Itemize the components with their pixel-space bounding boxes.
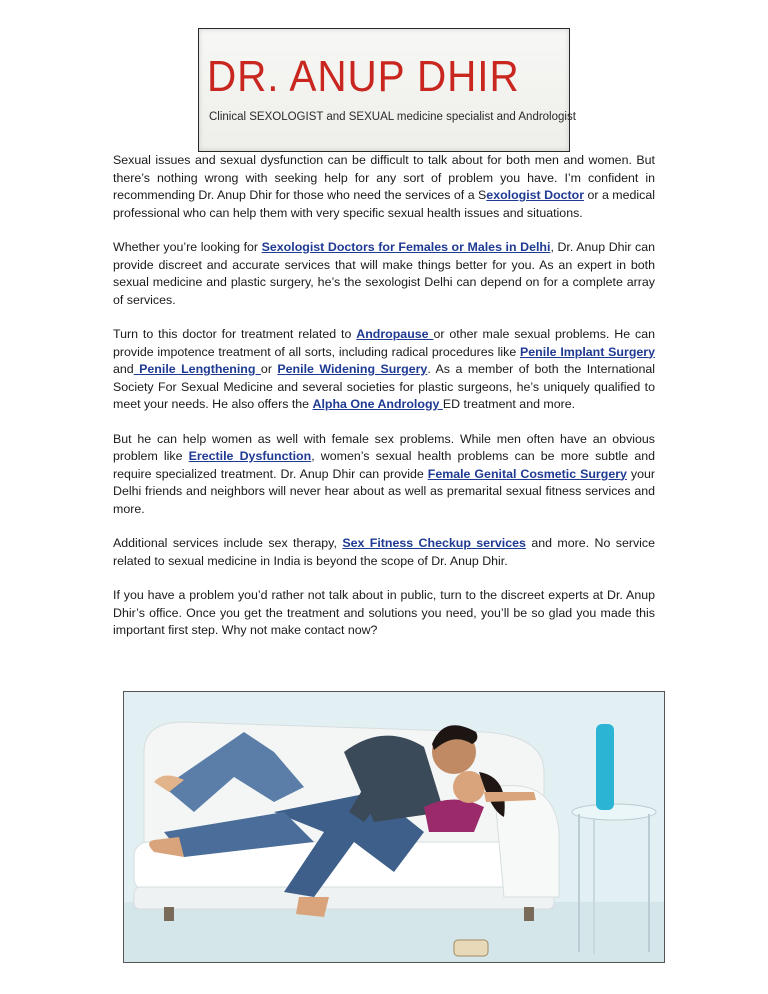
paragraph-text: your Delhi friends and neighbors will never hear about as well as premarital sexual fitness services and more. <box>113 466 655 516</box>
paragraph-text: and more. No service related to sexual medicine in India is beyond the scope of Dr. Anup Dhir. <box>113 536 655 568</box>
couple-photo <box>123 691 665 963</box>
paragraph-text: , women’s sexual health problems can be more subtle and require specialized treatment. Dr. Anup Dhir can provide <box>113 449 655 481</box>
paragraph-text: ED treatment and more. <box>442 397 576 411</box>
paragraph-text: Additional services include sex therapy, <box>113 536 343 550</box>
paragraph-text: But he can help women as well with female sex problems. While men often have an obvious problem like <box>113 431 655 463</box>
link-penile-implant-surgery[interactable]: Penile Implant Surgery <box>520 344 655 359</box>
link-alpha-one-andrology[interactable]: Alpha One Andrology <box>312 397 443 411</box>
paragraph-2 <box>113 239 655 309</box>
paragraph-text: or other male sexual problems. He can provide impotence treatment of all sorts, including radical procedures like <box>113 327 655 359</box>
paragraph-6 <box>113 587 655 640</box>
link-sexologist-doctors-delhi[interactable]: Sexologist Doctors for Females or Males in Delhi <box>261 240 551 254</box>
link-female-genital-cosmetic-surgery[interactable]: Female Genital Cosmetic Surgery <box>427 466 627 481</box>
header-title: DR. ANUP DHIR <box>207 52 520 101</box>
paragraph-4 <box>113 431 655 519</box>
paragraph-3 <box>113 326 655 414</box>
link-penile-widening-surgery[interactable]: Penile Widening Surgery <box>277 362 428 376</box>
article-body <box>113 152 655 657</box>
paragraph-text: . As a member of both the International Society For Sexual Medicine and several societies for plastic surgeons, he’s uniquely qualified to meet your needs. He also offers the <box>113 362 655 411</box>
header-subtitle: Clinical SEXOLOGIST and SEXUAL medicine specialist and Andrologist <box>209 111 576 123</box>
paragraph-text: Whether you’re looking for <box>113 240 262 254</box>
paragraph-text: or <box>260 362 278 376</box>
paragraph-text: Turn to this doctor for treatment related to <box>113 327 357 341</box>
paragraph-1 <box>113 152 655 222</box>
header-banner <box>198 28 576 152</box>
paragraph-text: Sexual issues and sexual dysfunction can be difficult to talk about for both men and women. But there’s nothing wrong with seeking help for any sort of problem you have. I’m confident in recommending Dr. Anup Dhir for those who need the services of a S <box>113 153 655 202</box>
paragraph-text: and <box>113 362 134 376</box>
paragraph-text: or a medical professional who can help them with very specific sexual health issues and situations. <box>113 188 655 220</box>
link-sex-fitness-checkup[interactable]: Sex Fitness Checkup services <box>342 536 526 550</box>
couple-on-sofa-illustration <box>124 692 664 962</box>
link-sexologist-doctor[interactable]: exologist Doctor <box>486 188 585 202</box>
link-andropause[interactable]: Andropause <box>356 327 434 341</box>
paragraph-text: If you have a problem you’d rather not talk about in public, turn to the discreet experts at Dr. Anup Dhir’s office. Once you get the treatment and solutions you need, you’ll be so glad you made this important first step. Why not make contact now? <box>113 588 655 637</box>
link-penile-lengthening[interactable]: Penile Lengthening <box>133 362 261 376</box>
link-erectile-dysfunction[interactable]: Erectile Dysfunction <box>188 449 312 463</box>
paragraph-text: , Dr. Anup Dhir can provide discreet and accurate services that will make things better for you. As an expert in both sexual medicine and plastic surgery, he’s the sexologist Delhi can depend on for a complete array of services. <box>113 240 655 307</box>
paragraph-5 <box>113 535 655 570</box>
